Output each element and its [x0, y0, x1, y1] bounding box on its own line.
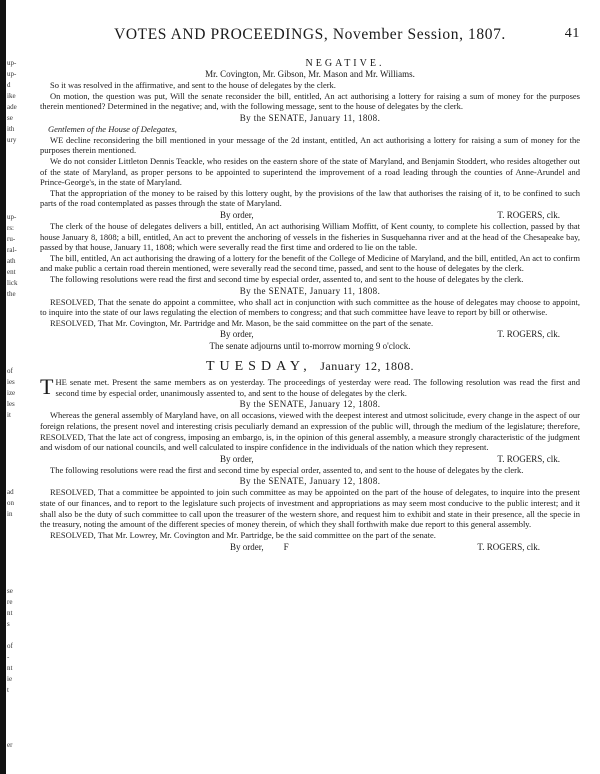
page-body — [40, 26, 580, 554]
senate-dateline: By the SENATE, January 11, 1808. — [239, 112, 381, 123]
proceedings-paragraph: The clerk of the house of delegates delivers a bill, entitled, An act authorising William Moffitt, of Kent county, to complete his collection, passed by that house January 8, 1808; a bill, entitled, An act to prevent the anchoring of vessels in the fisheries in Susquehanna river and at the head of the Chesapeake bay, passed by that house, January 11, 1808; which were severally read the first time and ordered to lie on the table. — [40, 220, 580, 253]
gutter-fragment: ru- — [7, 235, 16, 243]
signatory: T. ROGERS, clk. — [497, 329, 560, 340]
gutter-fragment: nt — [7, 609, 13, 617]
message-paragraph: We do not consider Littleton Dennis Teackle, who resides on the eastern shore of the state of Maryland, and Benjamin Stoddert, who resides altogether out of the state of Maryland, as proper persons to be appointed to superintend the improvement of a road leading through the counties of Anne-Arundel and Prince-George's, in the state of Maryland. — [40, 155, 580, 188]
gutter-fragment: up- — [7, 70, 17, 78]
resolved-paragraph: RESOLVED, That Mr. Covington, Mr. Partridge and Mr. Mason, be the said committee on the part of the senate. — [50, 317, 434, 328]
salutation: Gentlemen of the House of Delegates, — [48, 123, 177, 134]
day-heading — [40, 356, 580, 377]
signatory: T. ROGERS, clk. — [497, 453, 560, 464]
page-number: 41 — [564, 26, 580, 41]
gutter-fragment — [7, 707, 21, 718]
gutter-fragment: up- — [7, 213, 17, 221]
gutter-fragment — [7, 729, 21, 740]
gutter-fragment: in — [7, 510, 13, 518]
signatory: T. ROGERS, clk. — [477, 542, 540, 553]
adjournment-line: The senate adjourns until to-morrow morning 9 o'clock. — [209, 341, 411, 352]
day-date: January 12, 1808. — [320, 359, 415, 374]
gutter-fragment: - — [7, 653, 10, 661]
gutter-fragment: re — [7, 598, 13, 606]
signature-mark: F — [283, 542, 289, 553]
senate-dateline: By the SENATE, January 11, 1808. — [239, 285, 381, 296]
gutter-fragment: nt — [7, 664, 13, 672]
proceedings-paragraph: The bill, entitled, An act authorising the drawing of a lottery for the benefit of the College of Medicine of Maryland, and the bill, entitled, An act to confirm and make public a certain road therein mentioned, were severally read the second time, passed, and sent to the house of delegates by the clerk. — [40, 252, 580, 274]
gutter-fragment — [7, 344, 21, 355]
gutter-fragment: t — [7, 686, 9, 694]
running-head — [40, 26, 580, 58]
by-order: By order, — [220, 209, 254, 220]
gutter-fragment — [7, 322, 21, 333]
gutter-fragment — [7, 520, 21, 531]
resolution-line: So it was resolved in the affirmative, and sent to the house of delegates by the clerk. — [50, 80, 336, 90]
senate-dateline: By the SENATE, January 12, 1808. — [239, 399, 381, 410]
gutter-fragment: of — [7, 642, 13, 650]
gutter-fragment: it — [7, 411, 11, 419]
proceedings-paragraph: The following resolutions were read the first and second time by especial order, assented to, and sent to the house of delegates by the clerk. — [50, 273, 524, 284]
gutter-fragment: of — [7, 367, 13, 375]
message-paragraph: That the appropriation of the money to be raised by this lottery ought, by the provisions of the law that authorises the raising of it, to be confined to such parts of the road contemplated as passes through the state of Maryland. — [40, 187, 580, 209]
gutter-fragment — [7, 542, 21, 553]
gutter-fragment: ade — [7, 103, 17, 111]
gutter-fragment: s — [7, 620, 10, 628]
gutter-fragment — [7, 146, 21, 157]
by-order: By order, — [220, 453, 254, 464]
gutter-fragment — [7, 432, 21, 443]
gutter-fragment: les — [7, 400, 15, 408]
motion-paragraph: On motion, the question was put, Will the senate reconsider the bill, entitled, An act authorising a lottery for raising a sum of money for the purposes therein mentioned? Determined in the negative; and, with the following message, sent to the house of delegates by the clerk. — [40, 90, 580, 112]
gutter-fragment: ent — [7, 268, 16, 276]
gutter-fragment — [7, 575, 21, 586]
gutter-fragment: ize — [7, 389, 16, 397]
signature-line — [40, 540, 580, 554]
senate-dateline: By the SENATE, January 12, 1808. — [239, 476, 381, 487]
gutter-fragment: ith — [7, 125, 15, 133]
gutter-fragment — [7, 476, 21, 487]
gutter-fragment — [7, 454, 21, 465]
negative-heading: NEGATIVE. — [305, 58, 385, 69]
gutter-fragment — [7, 531, 21, 542]
gutter-fragment: ike — [7, 92, 16, 100]
whereas-paragraph: Whereas the general assembly of Maryland have, on all occasions, viewed with the deepest interest and utmost solicitude, every change in the aspect of our foreign relations, the present novel and interesting crisis peculiarly demand an expression of the public will, through the medium of the legislature; therefore, RESOLVED, That the late act of congress, imposing an embargo, is, in the opinion of this general assembly, a measure strongly characteristic of the judgment and wisdom of our national councils, and well calculated to inspire confidence in the individuals of the nation which they represent. — [40, 410, 580, 453]
proceedings-paragraph: The following resolutions were read the first and second time by especial order, assented to, and sent to the house of delegates by the clerk. — [50, 464, 524, 475]
gutter-fragment — [7, 300, 21, 311]
gutter-fragment — [7, 564, 21, 575]
by-order: By order, — [220, 329, 254, 340]
gutter-fragment — [7, 311, 21, 322]
gutter-fragment: er — [7, 741, 13, 749]
resolved-paragraph: RESOLVED, That the senate do appoint a committee, who shall act in conjunction with such committee as the house of delegates may choose to appoint, to inquire into the state of our laws regulating the election of members to congress; and that such committee have leave to report by bill or otherwise. — [40, 296, 580, 318]
day-name: TUESDAY, — [205, 359, 312, 375]
signature-line — [40, 453, 580, 465]
gutter-fragment — [7, 443, 21, 454]
opening-paragraph — [40, 374, 580, 400]
gutter-fragment: ath — [7, 257, 16, 265]
gutter-fragment: on — [7, 499, 14, 507]
gutter-fragment: ral- — [7, 246, 17, 254]
drop-cap: T — [40, 374, 54, 400]
by-order — [230, 540, 289, 554]
gutter-fragment — [7, 696, 21, 707]
by-order-text: By order, — [230, 542, 264, 553]
signatory: T. ROGERS, clk. — [497, 209, 560, 220]
binding-edge — [0, 0, 6, 774]
gutter-fragment — [7, 718, 21, 729]
gutter-fragment — [7, 201, 21, 212]
gutter-fragment — [7, 168, 21, 179]
gutter-fragment: ad — [7, 488, 14, 496]
opening-text: HE senate met. Present the same members as on yesterday. The proceedings of yesterday were read. The following resolution was read the first and second time by especial order, unanimously assented to, and sent to the house of delegates by the clerk. — [55, 377, 580, 398]
gutter-fragment: the — [7, 290, 16, 298]
running-head-title: VOTES AND PROCEEDINGS, November Session, 1807. — [114, 26, 506, 43]
gutter-fragment: se — [7, 114, 13, 122]
gutter-fragment: up- — [7, 59, 17, 67]
resolved-paragraph: RESOLVED, That Mr. Lowrey, Mr. Covington and Mr. Partridge, be the said committee on the part of the senate. — [50, 529, 436, 540]
gutter-fragment: ury — [7, 136, 17, 144]
gutter-fragment: ie — [7, 675, 13, 683]
gutter-fragment: rs: — [7, 224, 14, 232]
gutter-fragment — [7, 333, 21, 344]
gutter-fragment — [7, 465, 21, 476]
gutter-fragment: se — [7, 587, 13, 595]
gutter-fragment: ies — [7, 378, 15, 386]
gutter-fragment: lick — [7, 279, 18, 287]
gutter-fragment — [7, 355, 21, 366]
gutter-fragment: d — [7, 81, 11, 89]
negative-names: Mr. Covington, Mr. Gibson, Mr. Mason and Mr. Williams. — [205, 69, 415, 79]
message-paragraph: WE decline reconsidering the bill mentioned in your message of the 2d instant, entitled, An act authorising a lottery for raising a sum of money for the purposes therein mentioned. — [40, 134, 580, 156]
gutter-fragment — [7, 421, 21, 432]
gutter-fragment — [7, 157, 21, 168]
signature-line — [40, 328, 580, 340]
gutter-fragment — [7, 630, 21, 641]
gutter-fragment — [7, 553, 21, 564]
resolved-paragraph: RESOLVED, That a committee be appointed to join such committee as may be appointed on the part of the house of delegates, to inquire into the present state of our finances, and to report to the legislature such projects of investment and appropriations as may seem most conducive to the public interest; and it shall also be the duty of such committee to call upon the treasurer of the western shore, and request him to exhibit and state in their presence, all the specie in the treasury, noting the amount of the different species of money therein, of which they shall forthwith make due report to this general assembly. — [40, 487, 580, 530]
gutter-fragment — [7, 190, 21, 201]
signature-line — [40, 209, 580, 221]
adjacent-page-fragments — [7, 58, 21, 758]
gutter-fragment — [7, 179, 21, 190]
